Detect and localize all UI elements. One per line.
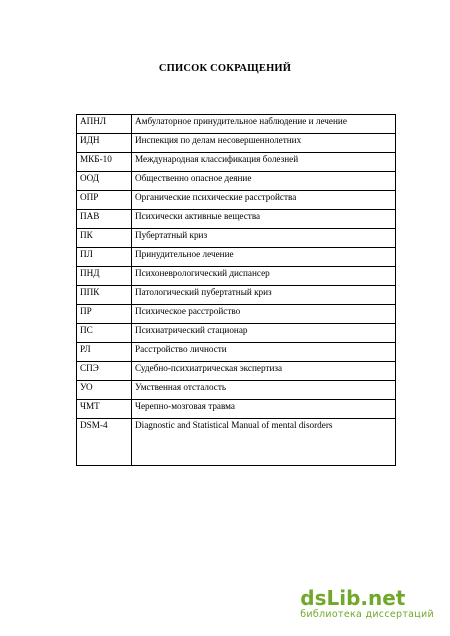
- abbr-description: Инспекция по делам несовершеннолетних: [132, 134, 396, 153]
- abbr-description: Пубертатный криз: [132, 229, 396, 248]
- abbr-description: Судебно-психиатрическая экспертиза: [132, 362, 396, 381]
- table-row: [77, 115, 396, 134]
- table-row: [77, 172, 396, 191]
- abbr-description: Умственная отсталость: [132, 381, 396, 400]
- abbr-code: МКБ-10: [77, 153, 132, 172]
- abbr-code: АПНЛ: [77, 115, 132, 134]
- table-row: [77, 305, 396, 324]
- abbr-description: Черепно-мозговая травма: [132, 400, 396, 419]
- logo-suffix-text: .net: [360, 586, 406, 610]
- abbr-code: СПЭ: [77, 362, 132, 381]
- abbr-description: Общественно опасное деяние: [132, 172, 396, 191]
- table-row: [77, 210, 396, 229]
- table-row: [77, 419, 396, 466]
- abbr-code: РЛ: [77, 343, 132, 362]
- table-row: [77, 229, 396, 248]
- abbr-description: Diagnostic and Statistical Manual of mental disorders: [132, 419, 396, 466]
- abbr-code: ПЛ: [77, 248, 132, 267]
- abbr-description: Психически активные вещества: [132, 210, 396, 229]
- abbr-code: ИДН: [77, 134, 132, 153]
- abbr-description: Психоневрологический диспансер: [132, 267, 396, 286]
- abbr-code: ПНД: [77, 267, 132, 286]
- abbr-description: Органические психические расстройства: [132, 191, 396, 210]
- abbr-code: ПК: [77, 229, 132, 248]
- abbr-code: ОПР: [77, 191, 132, 210]
- table-row: [77, 153, 396, 172]
- abbr-code: ППК: [77, 286, 132, 305]
- abbr-code: DSM-4: [77, 419, 132, 466]
- logo-main-text: dsLib: [300, 586, 361, 610]
- abbr-description: Психиатрический стационар: [132, 324, 396, 343]
- abbr-description: Патологический пубертатный криз: [132, 286, 396, 305]
- abbr-description: Амбулаторное принудительное наблюдение и лечение: [132, 115, 396, 134]
- logo-subtitle: библиотека диссертаций: [300, 609, 434, 620]
- abbr-code: ЧМТ: [77, 400, 132, 419]
- watermark[interactable]: [300, 588, 434, 620]
- abbr-code: ПАВ: [77, 210, 132, 229]
- table-row: [77, 324, 396, 343]
- abbr-code: УО: [77, 381, 132, 400]
- table-row: [77, 362, 396, 381]
- abbr-description: Психическое расстройство: [132, 305, 396, 324]
- abbr-description: Расстройство личности: [132, 343, 396, 362]
- abbr-code: ПС: [77, 324, 132, 343]
- table-row: [77, 286, 396, 305]
- abbr-description: Принудительное лечение: [132, 248, 396, 267]
- abbr-code: ООД: [77, 172, 132, 191]
- abbreviations-table: [76, 114, 396, 466]
- abbr-description: Международная классификация болезней: [132, 153, 396, 172]
- table-row: [77, 381, 396, 400]
- table-row: [77, 400, 396, 419]
- table-row: [77, 343, 396, 362]
- abbr-code: ПР: [77, 305, 132, 324]
- table-row: [77, 191, 396, 210]
- table-row: [77, 248, 396, 267]
- page-title: СПИСОК СОКРАЩЕНИЙ: [158, 63, 292, 74]
- table-row: [77, 267, 396, 286]
- table-row: [77, 134, 396, 153]
- site-logo[interactable]: [300, 588, 434, 608]
